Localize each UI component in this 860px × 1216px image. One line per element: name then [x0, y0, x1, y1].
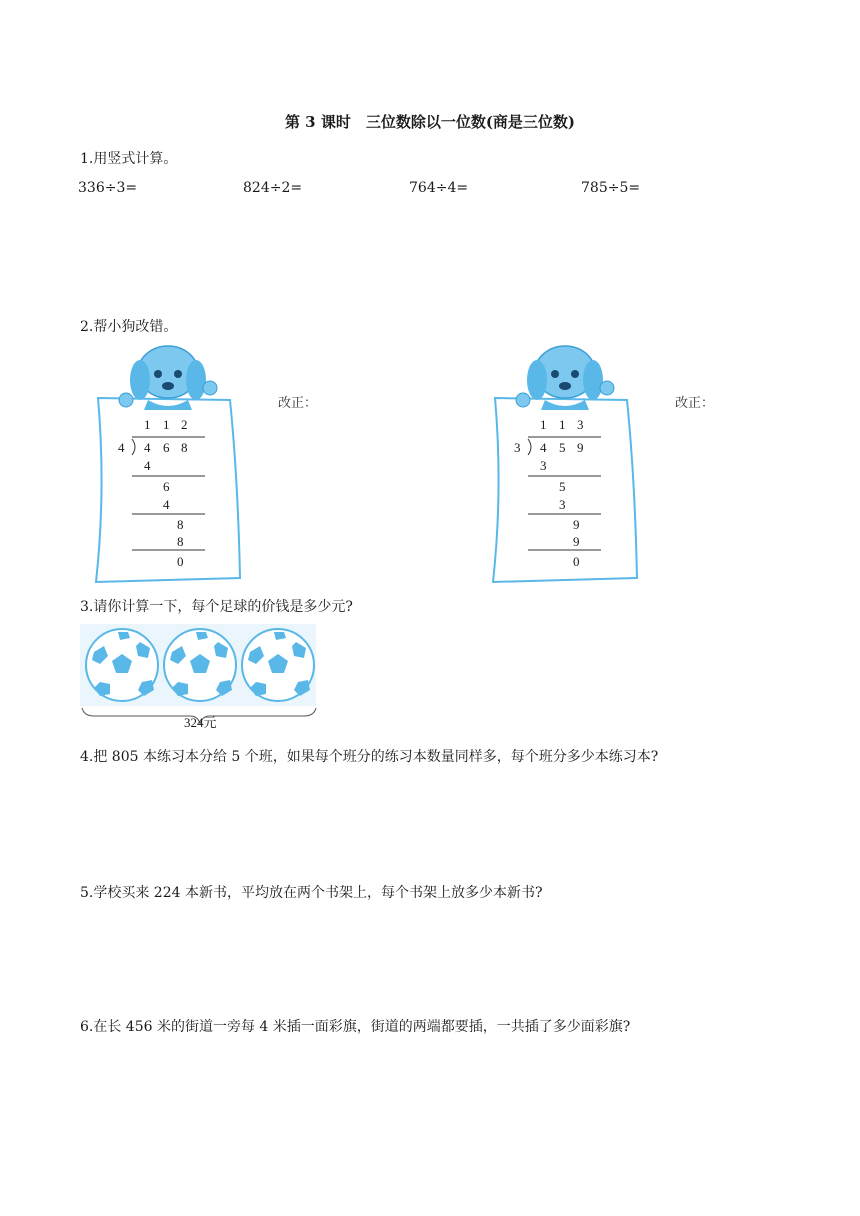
correction-label-right: 改正：: [675, 396, 715, 411]
expression-2: 824÷2=: [243, 180, 303, 196]
divisor: 3: [514, 440, 521, 455]
step-value: 6: [163, 479, 170, 494]
question-5: 5.学校买来 224 本新书，平均放在两个书架上，每个书架上放多少本新书?: [80, 885, 543, 901]
step-value: 0: [573, 554, 580, 569]
step-value: 4: [163, 497, 170, 512]
quotient-digit: 2: [181, 417, 188, 432]
dividend-digit: 5: [559, 440, 566, 455]
soccer-ball-icon: [86, 629, 158, 701]
question-4: 4.把 805 本练习本分给 5 个班，如果每个班分的练习本数量同样多，每个班分多少本练习本?: [80, 749, 659, 765]
divisor: 4: [118, 440, 125, 455]
quotient-digit: 1: [163, 417, 170, 432]
step-value: 9: [573, 534, 580, 549]
question-3: 3.请你计算一下，每个足球的价钱是多少元?: [80, 599, 353, 615]
question-1: 1.用竖式计算。: [80, 151, 178, 167]
price-label: 324元: [184, 715, 217, 730]
step-value: 3: [540, 458, 547, 473]
page-title: 第 3 课时 三位数除以一位数(商是三位数): [284, 113, 576, 131]
step-value: 9: [573, 517, 580, 532]
dividend-digit: 6: [163, 440, 170, 455]
quotient-digit: 3: [577, 417, 584, 432]
correction-label-left: 改正：: [278, 396, 318, 411]
step-value: 0: [177, 554, 184, 569]
expression-3: 764÷4=: [409, 180, 469, 196]
step-value: 5: [559, 479, 566, 494]
quotient-digit: 1: [144, 417, 151, 432]
step-value: 8: [177, 517, 184, 532]
long-division-left: [110, 415, 220, 575]
long-division-right: [506, 415, 616, 575]
quotient-digit: 1: [540, 417, 547, 432]
soccer-balls-figure: [80, 624, 320, 734]
question-6: 6.在长 456 米的街道一旁每 4 米插一面彩旗，街道的两端都要插，一共插了多少面彩旗?: [80, 1019, 631, 1035]
expression-1: 336÷3=: [78, 180, 138, 196]
dividend-digit: 4: [144, 440, 151, 455]
dividend-digit: 9: [577, 440, 584, 455]
step-value: 4: [144, 458, 151, 473]
question-2: 2.帮小狗改错。: [80, 319, 178, 335]
soccer-ball-icon: [164, 629, 236, 701]
quotient-digit: 1: [559, 417, 566, 432]
dividend-digit: 4: [540, 440, 547, 455]
dividend-digit: 8: [181, 440, 188, 455]
soccer-ball-icon: [242, 629, 314, 701]
expression-4: 785÷5=: [581, 180, 641, 196]
step-value: 8: [177, 534, 184, 549]
step-value: 3: [559, 497, 566, 512]
